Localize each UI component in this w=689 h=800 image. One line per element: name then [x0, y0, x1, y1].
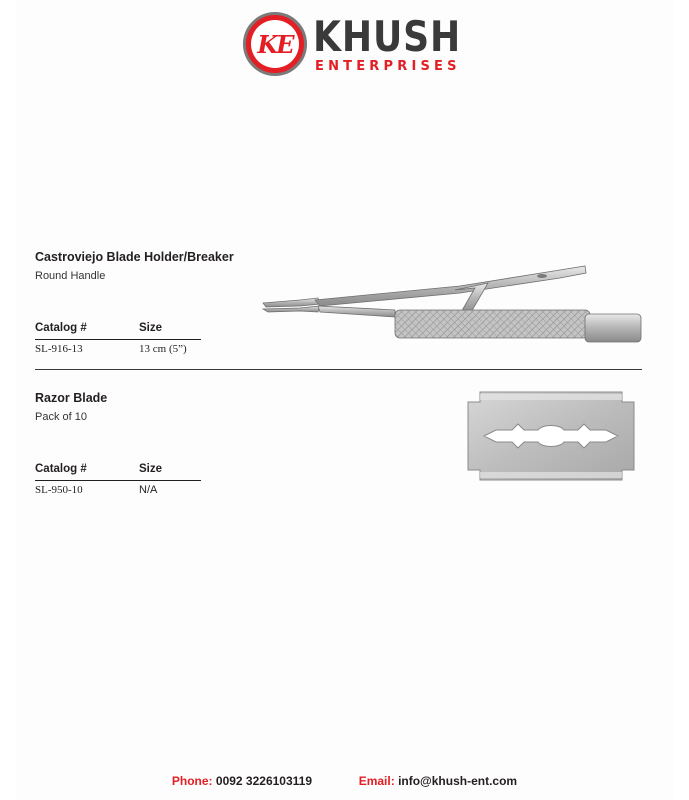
size-value: N/A [139, 484, 158, 496]
catalog-header: Catalog # [35, 322, 87, 334]
brand-name: KHUSH [313, 12, 462, 61]
catalog-number: SL-916-13 [35, 343, 83, 355]
section-divider [35, 369, 642, 370]
product-title: Razor Blade [35, 391, 108, 405]
email-address[interactable]: info@khush-ent.com [398, 774, 518, 788]
contact-footer [0, 774, 689, 788]
razor-blade-icon [466, 390, 636, 482]
size-header: Size [139, 463, 163, 475]
product-subtitle: Pack of 10 [35, 411, 87, 423]
brand-subtitle: ENTERPRISES [315, 59, 461, 74]
table-rule [35, 339, 201, 340]
catalog-number: SL-950-10 [35, 484, 83, 496]
brand-logo [243, 10, 462, 80]
email-label: Email: [358, 774, 395, 788]
phone-number[interactable]: 0092 3226103119 [215, 774, 313, 788]
logo-monogram: KE [257, 29, 293, 59]
size-header: Size [139, 322, 163, 334]
phone-label: Phone: [171, 774, 213, 788]
catalog-header: Catalog # [35, 463, 87, 475]
product-title: Castroviejo Blade Holder/Breaker [35, 250, 234, 264]
table-rule [35, 480, 201, 481]
blade-holder-icon [260, 262, 645, 352]
size-value: 13 cm (5”) [139, 343, 187, 355]
logo-emblem [243, 12, 307, 76]
product-subtitle: Round Handle [35, 270, 106, 282]
